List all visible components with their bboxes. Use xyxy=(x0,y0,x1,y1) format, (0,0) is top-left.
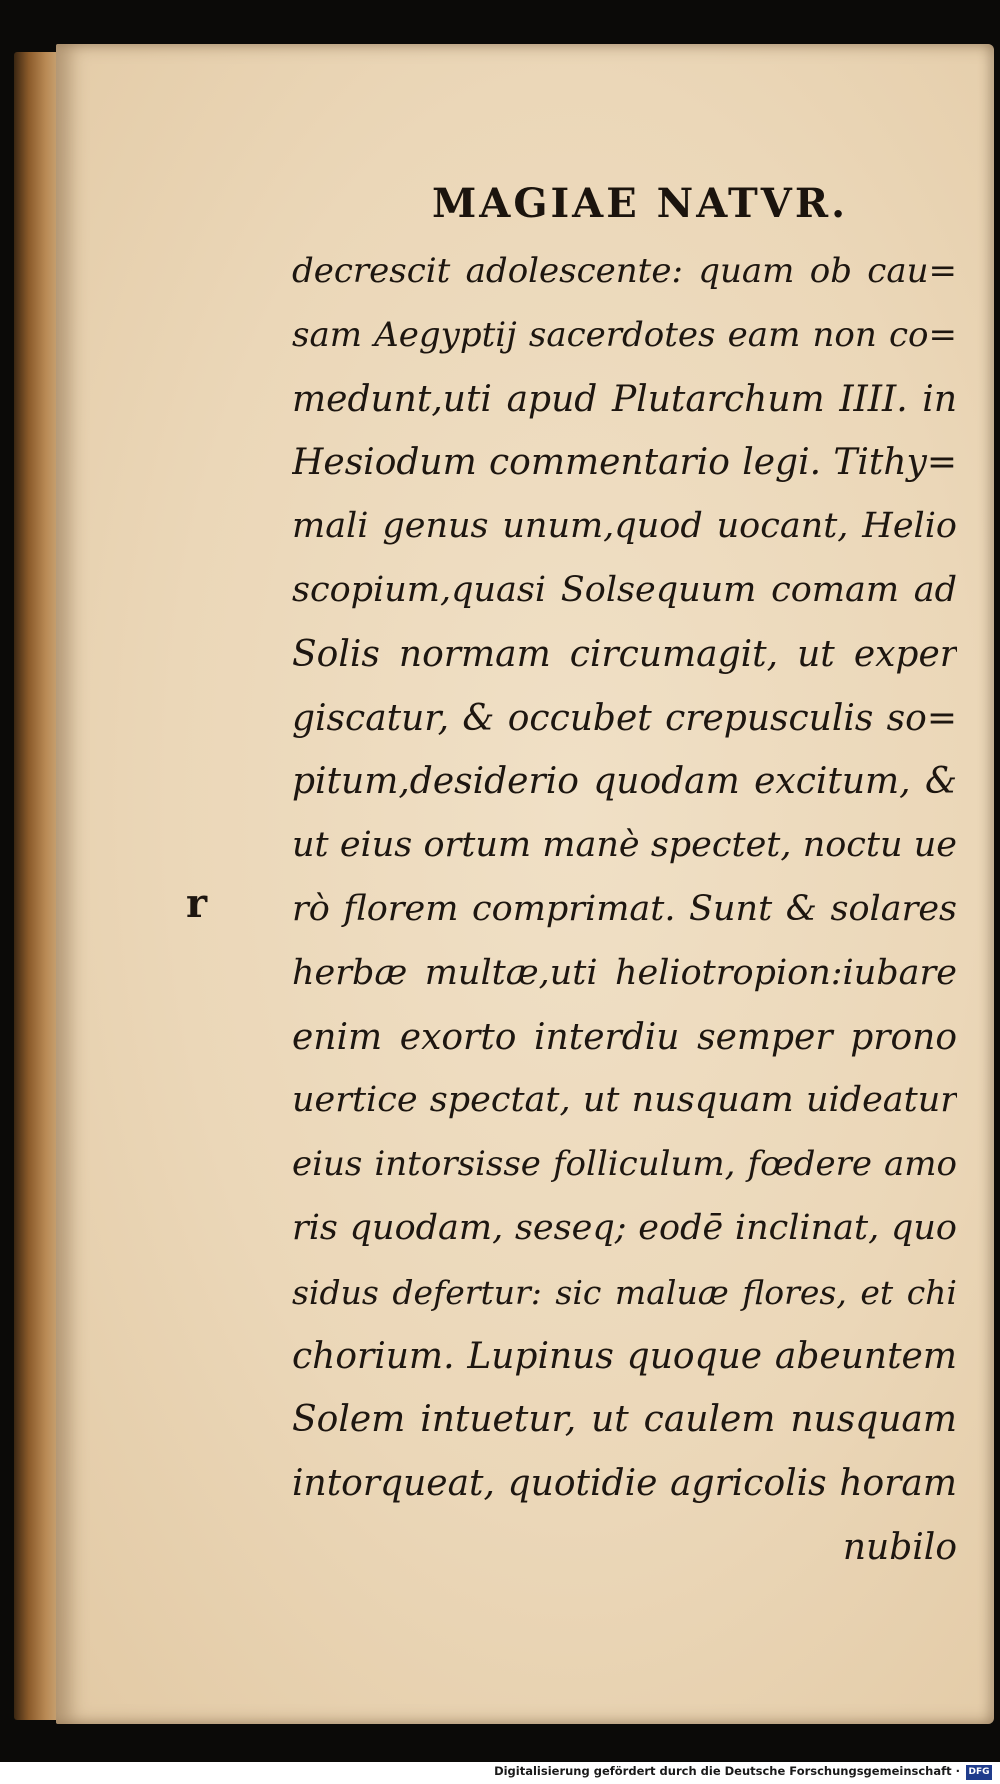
running-header: MAGIAE NATVR. xyxy=(432,180,849,227)
digitization-credit: Digitalisierung gefördert durch die Deutsche Forschungsgemeinschaft · xyxy=(494,1764,960,1778)
catchword: nubilo xyxy=(842,1526,957,1568)
text-line: uertice spectat, ut nusquam uideatur xyxy=(292,1080,957,1121)
text-line: giscatur, & occubet crepusculis so= xyxy=(292,697,957,739)
text-line: scopium,quasi Solsequum comam ad xyxy=(292,569,957,610)
text-line: Solem intuetur, ut caulem nusquam xyxy=(292,1399,957,1441)
text-line: herbæ multæ,uti heliotropion:iubare xyxy=(292,952,957,993)
text-line: intorqueat, quotidie agricolis horam xyxy=(292,1463,957,1505)
text-line: ris quodam, seseq; eodē inclinat, quo xyxy=(292,1207,957,1248)
text-line: medunt,uti apud Plutarchum IIII. in xyxy=(292,378,957,420)
text-line: rò florem comprimat. Sunt & solares xyxy=(292,888,957,929)
text-line: mali genus unum,quod uocant, Helio xyxy=(292,506,957,547)
text-line: sidus defertur: sic maluæ flores, et chi xyxy=(292,1272,957,1312)
text-line: Solis normam circumagit, ut exper xyxy=(292,633,957,675)
text-block xyxy=(292,240,957,1580)
footer-bar xyxy=(0,1762,1000,1784)
text-line: enim exorto interdiu semper prono xyxy=(292,1016,957,1058)
text-line: ut eius ortum manè spectet, noctu ue xyxy=(292,825,957,866)
margin-mark: r xyxy=(186,880,208,927)
text-line: chorium. Lupinus quoque abeuntem xyxy=(292,1335,957,1377)
text-line: pitum,desiderio quodam excitum, & xyxy=(292,761,957,803)
text-line: sam Aegyptij sacerdotes eam non co= xyxy=(292,314,957,355)
text-line: Hesiodum commentario legi. Tithy= xyxy=(292,442,957,484)
dfg-logo: DFG xyxy=(966,1765,992,1780)
text-line: decrescit adolescente: quam ob cau= xyxy=(292,251,957,291)
text-line: eius intorsisse folliculum, fœdere amo xyxy=(292,1144,957,1185)
